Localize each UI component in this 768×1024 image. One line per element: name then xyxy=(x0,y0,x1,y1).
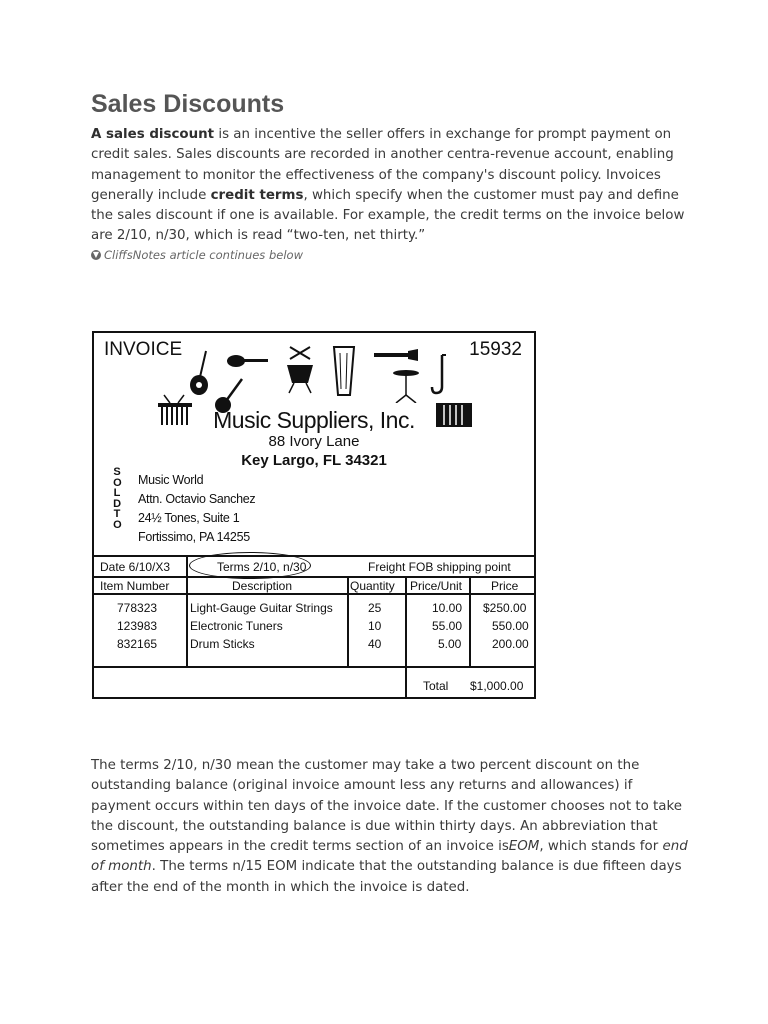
explanation-text-2: , which stands for xyxy=(539,839,663,855)
column-header: Price xyxy=(491,579,519,593)
grid-line xyxy=(94,555,534,557)
table-cell: 10 xyxy=(368,619,382,633)
clarinet-icon xyxy=(374,349,418,361)
table-cell: 200.00 xyxy=(492,637,529,651)
conga-icon xyxy=(332,345,356,397)
column-header: Quantity xyxy=(350,579,395,593)
term-end-of-month: end of month xyxy=(91,839,688,875)
grid-line xyxy=(94,593,534,595)
intro-text-2: , which specify when the customer must pay and define the sales discount if one is available. For example, the credit terms on the invoice below are 2/10, n/30, which is read “two-ten, net thirty.” xyxy=(91,187,685,244)
electric-guitar-icon xyxy=(226,353,270,369)
grid-line xyxy=(94,666,534,668)
drum-icon xyxy=(284,345,316,395)
table-cell: 40 xyxy=(368,637,382,651)
intro-paragraph xyxy=(91,125,691,247)
column-header: Description xyxy=(232,579,293,593)
table-cell: Light-Gauge Guitar Strings xyxy=(190,601,333,615)
continue-note[interactable] xyxy=(91,248,303,262)
term-credit-terms: credit terms xyxy=(210,187,304,203)
page-title: Sales Discounts xyxy=(91,90,285,118)
column-header: Price/Unit xyxy=(410,579,463,593)
table-cell: 55.00 xyxy=(432,619,463,633)
intro-text-1: is an incentive the seller offers in exchange for prompt payment on credit sales. Sales discounts are recorded in another centra-revenue account, enabling management to monitor the effectiveness of the company's discount policy. Invoices generally include xyxy=(91,127,674,203)
terms-explanation-paragraph xyxy=(91,756,691,898)
company-name: Music Suppliers, Inc. xyxy=(213,407,415,433)
company-address-line2: Key Largo, FL 34321 xyxy=(241,452,387,469)
grid-line xyxy=(94,576,534,578)
total-value: $1,000.00 xyxy=(470,679,524,693)
grid-line xyxy=(469,576,471,666)
table-cell: 832165 xyxy=(117,637,158,651)
customer-line: Fortissimo, PA 14255 xyxy=(138,530,250,544)
invoice-title: INVOICE xyxy=(104,339,183,360)
table-cell: 10.00 xyxy=(432,601,463,615)
invoice-terms: Terms 2/10, n/30 xyxy=(217,560,307,574)
invoice-freight: Freight FOB shipping point xyxy=(368,560,511,574)
sold-to-label xyxy=(111,467,123,530)
continue-note-text: CliffsNotes article continues below xyxy=(104,248,303,262)
table-cell: Drum Sticks xyxy=(190,637,255,651)
total-label: Total xyxy=(423,679,449,693)
term-eom: EOM xyxy=(508,839,540,855)
table-cell: 778323 xyxy=(117,601,158,615)
customer-line: 24½ Tones, Suite 1 xyxy=(138,511,240,525)
explanation-text-1: The terms 2/10, n/30 mean the customer may take a two percent discount on the outstanding balance (original invoice amount less any returns and allowances) if payment occurs within ten days of the invoice date. If the customer chooses not to take the discount, the outstanding balance is due within thirty days. An abbreviation that sometimes appears in the credit terms section of an invoice is xyxy=(91,758,683,855)
saxophone-icon xyxy=(430,353,448,395)
table-cell: 123983 xyxy=(117,619,158,633)
company-address-line1: 88 Ivory Lane xyxy=(268,433,360,450)
sold-to-text: SOLD TO xyxy=(113,466,122,531)
invoice-number: 15932 xyxy=(469,339,522,360)
invoice-figure xyxy=(92,331,536,699)
chevron-down-icon: ▼ xyxy=(92,250,100,259)
grid-line xyxy=(347,576,349,666)
customer-line: Music World xyxy=(138,473,204,487)
table-cell: Electronic Tuners xyxy=(190,619,283,633)
grid-line xyxy=(186,555,188,666)
term-sales-discount: A sales discount xyxy=(91,127,215,142)
explanation-text-3: . The terms n/15 EOM indicate that the outstanding balance is due fifteen days after the end of the month in which the invoice is dated. xyxy=(91,859,682,895)
invoice-date: Date 6/10/X3 xyxy=(100,560,171,574)
table-cell: 550.00 xyxy=(492,619,529,633)
cymbal-stand-icon xyxy=(392,367,420,403)
table-cell: 25 xyxy=(368,601,382,615)
customer-line: Attn. Octavio Sanchez xyxy=(138,492,256,506)
grid-line xyxy=(405,576,407,698)
column-header: Item Number xyxy=(100,579,170,593)
table-cell: $250.00 xyxy=(483,601,527,615)
table-cell: 5.00 xyxy=(438,637,462,651)
